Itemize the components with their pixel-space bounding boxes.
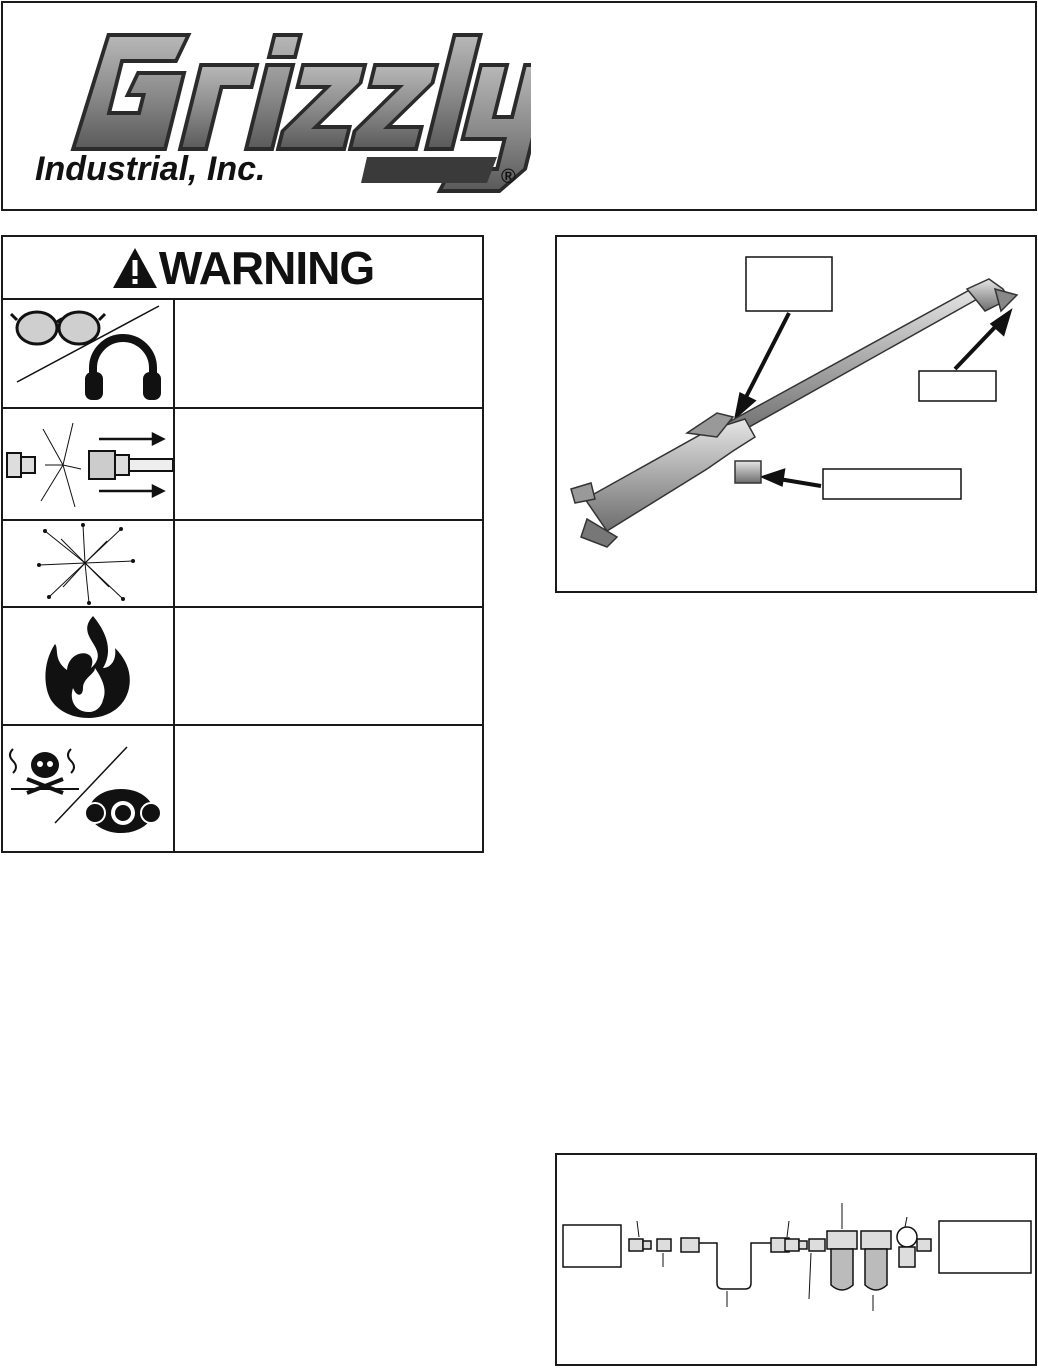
ear-muffs-icon	[85, 338, 161, 400]
fire-icon	[3, 608, 173, 724]
logo-subtitle: Industrial, Inc.	[35, 150, 266, 188]
warning-triangle-icon	[111, 246, 159, 290]
warning-row-eye-ear	[3, 298, 482, 409]
warning-icon-cell	[3, 409, 175, 519]
warning-icon-cell	[3, 726, 175, 853]
toxic-fumes-icon	[10, 749, 79, 793]
engine-cleaner-gun-illustration	[571, 279, 1017, 547]
warning-title: WARNING	[158, 241, 375, 294]
air-coupler-disconnect-icon	[3, 409, 173, 519]
warning-header	[3, 237, 482, 300]
warning-icon-cell	[3, 608, 175, 724]
tool-callout-box	[563, 1225, 621, 1267]
warning-row-debris	[3, 521, 482, 608]
gun-figure	[555, 235, 1037, 593]
safety-glasses-icon	[11, 312, 105, 344]
respirator-icon	[85, 789, 161, 833]
air-hookup-diagram	[629, 1227, 931, 1290]
gun-callout-box	[746, 257, 832, 311]
compressor-callout-box	[939, 1221, 1031, 1273]
header-panel	[1, 1, 1037, 211]
flying-debris-icon	[3, 521, 173, 606]
warning-row-air-pressure	[3, 409, 482, 521]
registered-mark: ®	[501, 166, 516, 188]
warning-row-fire	[3, 608, 482, 726]
warning-row-fumes	[3, 726, 482, 853]
nozzle-callout-box	[919, 371, 996, 401]
warning-icon-cell	[3, 521, 175, 606]
grizzly-logo	[31, 25, 531, 195]
air-hookup-figure	[555, 1153, 1037, 1366]
logo-subtitle-bar	[31, 150, 516, 188]
siphon-callout-box	[823, 469, 961, 499]
warning-icon-cell	[3, 298, 175, 407]
warning-panel	[1, 235, 484, 853]
